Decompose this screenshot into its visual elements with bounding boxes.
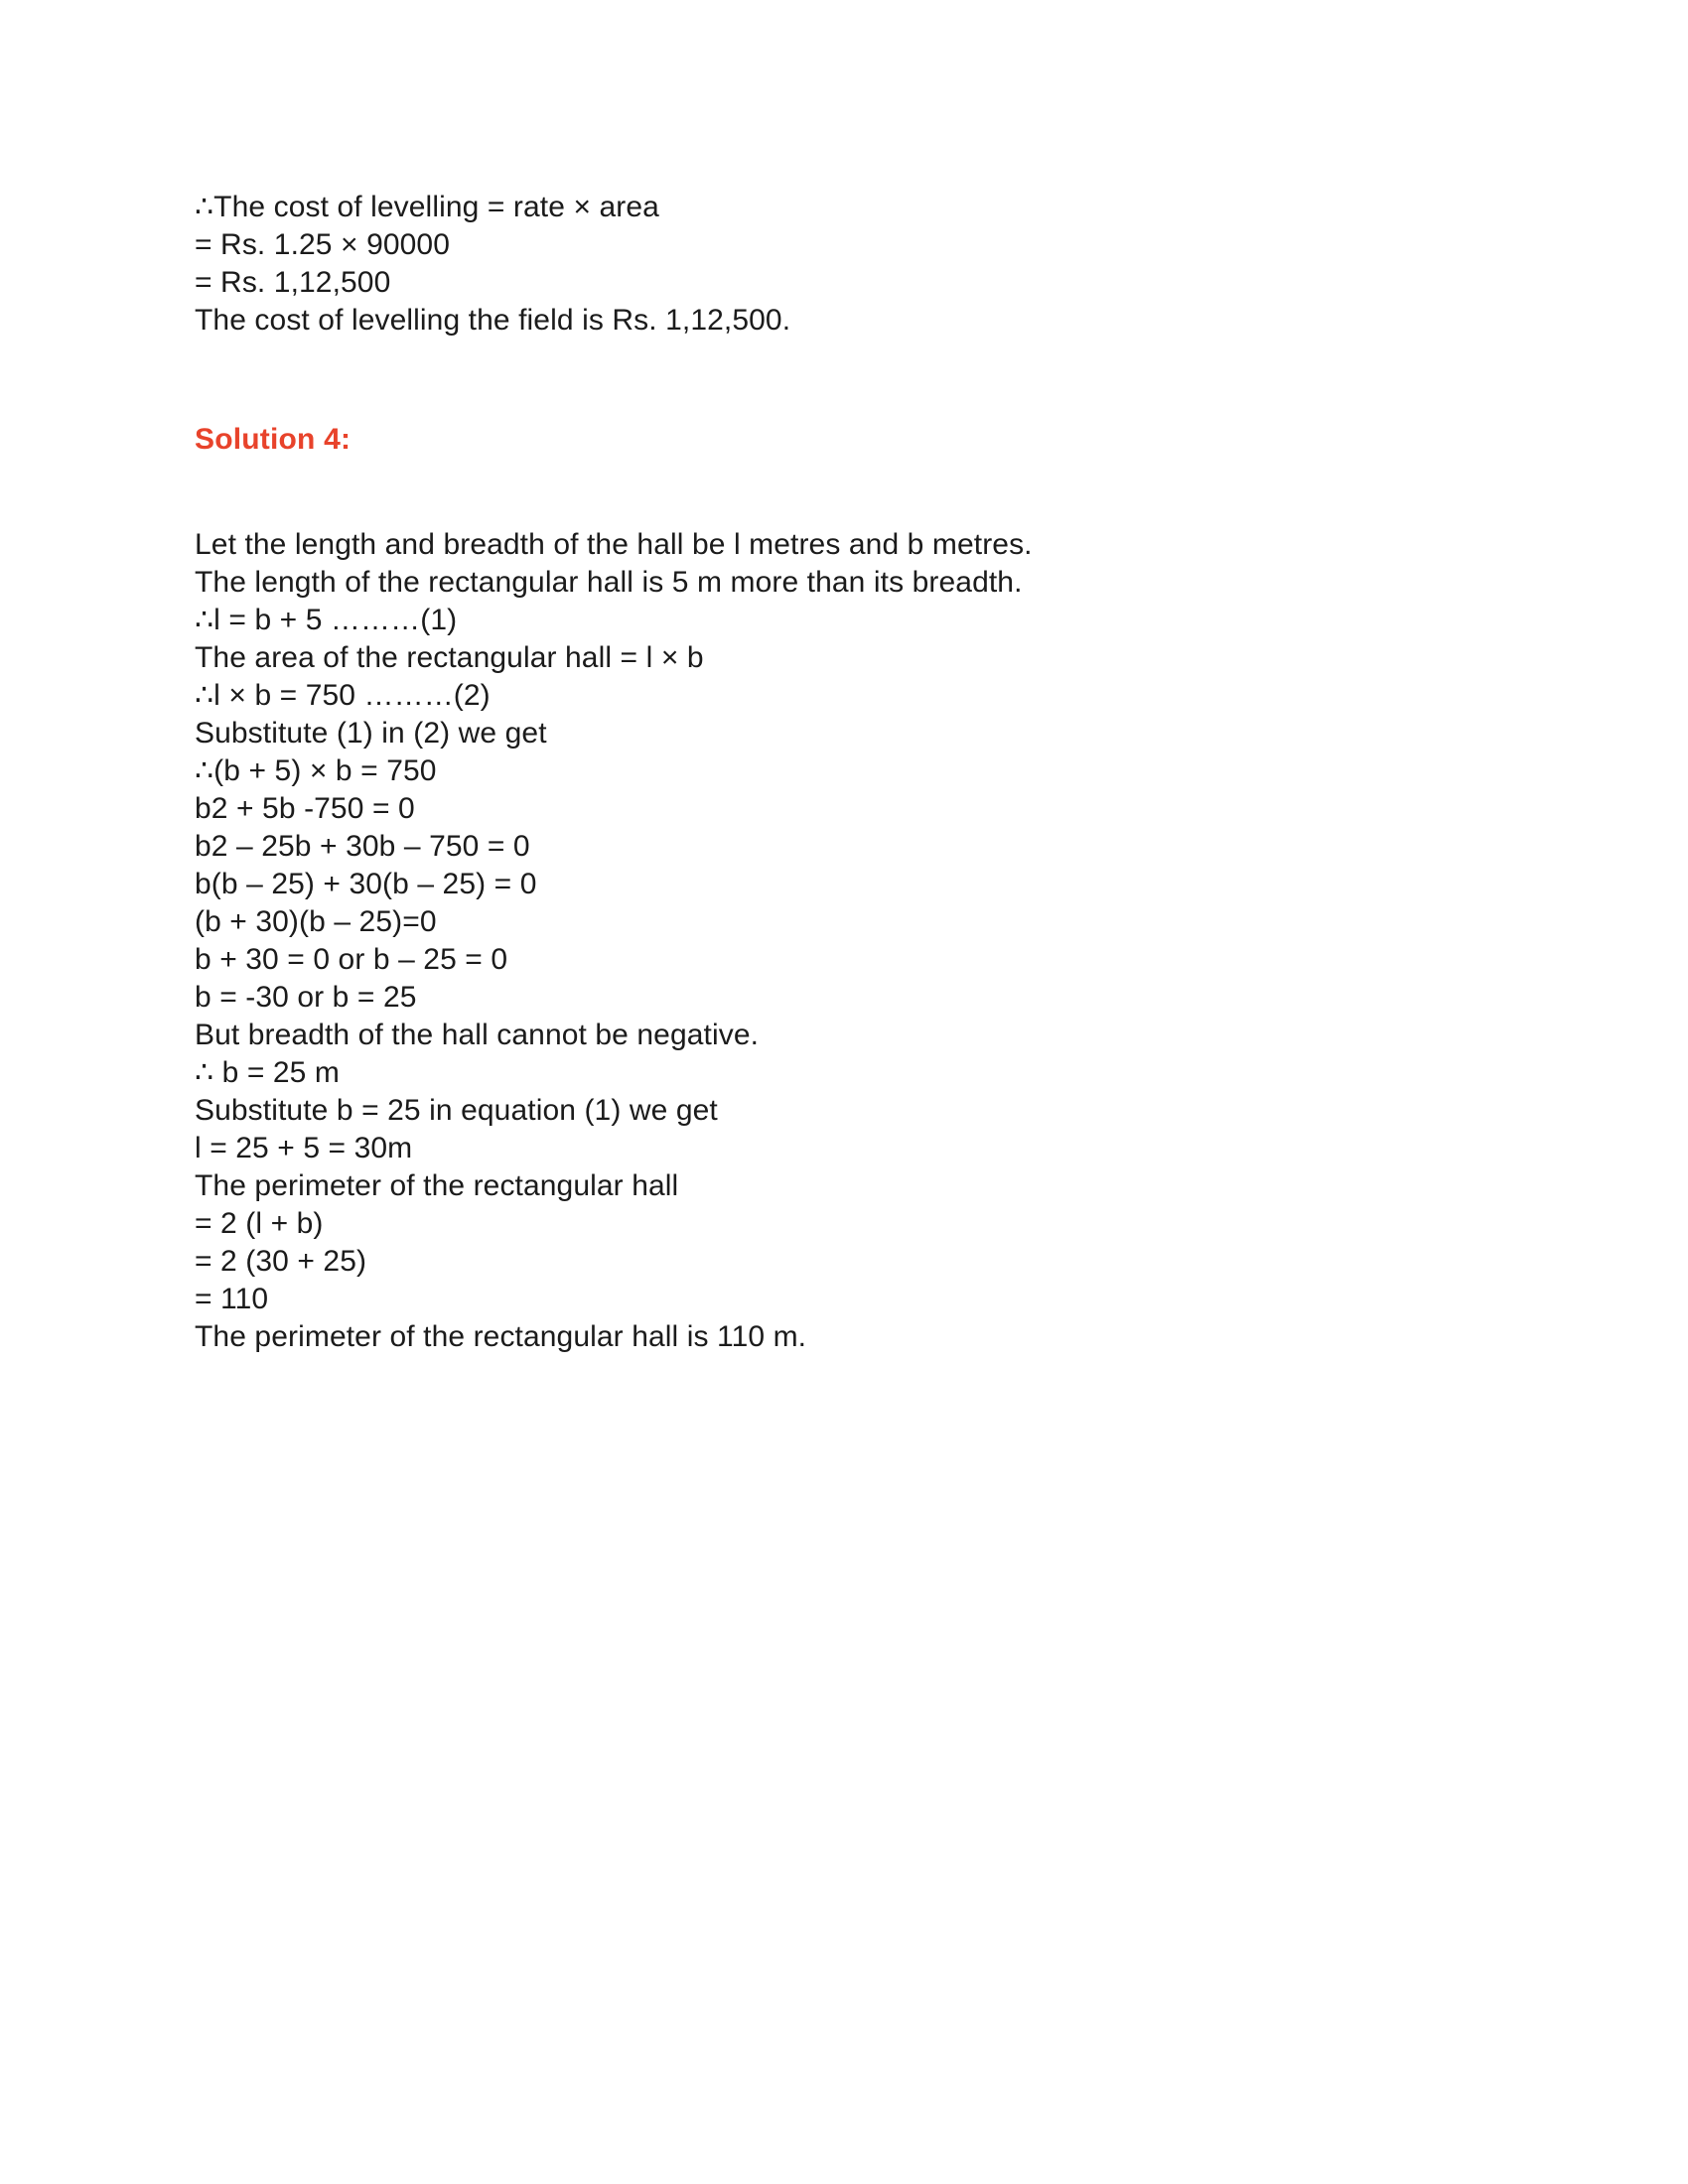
- text-line: b + 30 = 0 or b – 25 = 0: [195, 943, 508, 976]
- text-line: ∴l = b + 5 ………(1): [195, 604, 458, 636]
- text-line: ∴l × b = 750 ………(2): [195, 679, 491, 712]
- solution-body-block: [195, 526, 1515, 1356]
- text-line: l = 25 + 5 = 30m: [195, 1132, 413, 1164]
- text-line: The cost of levelling the field is Rs. 1,12,500.: [195, 304, 791, 337]
- text-line: ∴(b + 5) × b = 750: [195, 754, 437, 787]
- text-line: = Rs. 1,12,500: [195, 266, 391, 299]
- text-line: The perimeter of the rectangular hall: [195, 1169, 679, 1202]
- text-line: = 2 (30 + 25): [195, 1245, 367, 1278]
- text-line: (b + 30)(b – 25)=0: [195, 905, 437, 938]
- text-line: = Rs. 1.25 × 90000: [195, 228, 450, 261]
- text-line: The perimeter of the rectangular hall is 110 m.: [195, 1320, 807, 1353]
- spacer-bottom: [195, 1356, 1515, 1366]
- text-line: b2 + 5b -750 = 0: [195, 792, 415, 825]
- text-line: Substitute b = 25 in equation (1) we get: [195, 1094, 718, 1127]
- solution-heading: Solution 4:: [195, 423, 352, 456]
- text-line: ∴ b = 25 m: [195, 1056, 340, 1089]
- text-line: b2 – 25b + 30b – 750 = 0: [195, 830, 530, 863]
- text-line: Substitute (1) in (2) we get: [195, 717, 547, 750]
- text-line: But breadth of the hall cannot be negative.: [195, 1019, 760, 1051]
- document-content: [195, 189, 1515, 1366]
- previous-solution-block: [195, 189, 1515, 340]
- text-line: The length of the rectangular hall is 5 m more than its breadth.: [195, 566, 1023, 599]
- text-line: b = -30 or b = 25: [195, 981, 417, 1014]
- text-line: = 2 (l + b): [195, 1207, 324, 1240]
- text-line: ∴The cost of levelling = rate × area: [195, 191, 659, 223]
- spacer-after-heading: [195, 459, 1515, 526]
- text-line: Let the length and breadth of the hall be l metres and b metres.: [195, 528, 1033, 561]
- text-line: b(b – 25) + 30(b – 25) = 0: [195, 868, 537, 900]
- spacer-before-heading: [195, 340, 1515, 421]
- text-line: = 110: [195, 1283, 269, 1315]
- text-line: The area of the rectangular hall = l × b: [195, 641, 704, 674]
